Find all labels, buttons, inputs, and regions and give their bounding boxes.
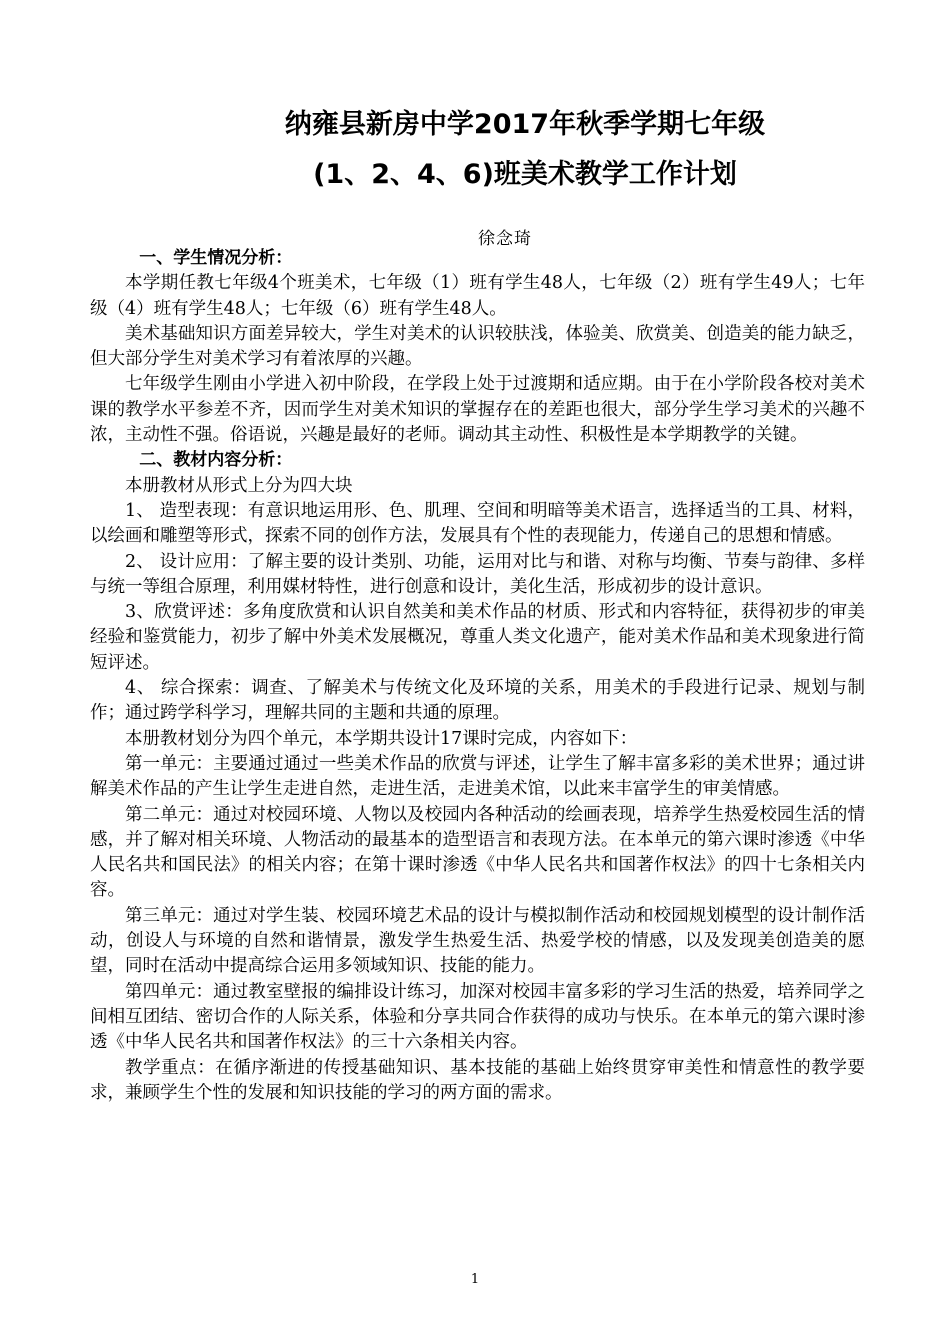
document-title-line-1: 纳雍县新房中学2017年秋季学期七年级 — [284, 109, 766, 140]
paragraph: 第一单元：主要通过通过一些美术作品的欣赏与评述，让学生了解丰富多彩的美术世界；通过讲解美术作品的产生让学生走进自然，走进生活，走进美术馆，以此来丰富学生的审美情感。 — [90, 753, 865, 800]
paragraph: 4、 综合探索：调查、了解美术与传统文化及环境的关系，用美术的手段进行记录、规划与制作；通过跨学科学习，理解共同的主题和共通的原理。 — [90, 678, 865, 724]
page-number: 1 — [470, 1272, 480, 1287]
section-heading-textbook-analysis: 二、教材内容分析： — [139, 450, 293, 471]
author-name: 徐念琦 — [478, 229, 532, 249]
paragraph: 美术基础知识方面差异较大，学生对美术的认识较肤浅，体验美、欣赏美、创造美的能力缺乏，但大部分学生对美术学习有着浓厚的兴趣。 — [90, 323, 865, 370]
paragraph: 2、 设计应用：了解主要的设计类别、功能，运用对比与和谐、对称与均衡、节奏与韵律、多样与统一等组合原理，利用媒材特性，进行创意和设计，美化生活，形成初步的设计意识。 — [90, 551, 865, 597]
section-heading-student-analysis: 一、学生情况分析： — [139, 248, 293, 268]
paragraph: 第三单元：通过对学生装、校园环境艺术品的设计与模拟制作活动和校园规划模型的设计制作活动，创设人与环境的自然和谐情景，激发学生热爱生活、热爱学校的情感，以及发现美创造美的愿望，同时在活动中提高综合运用多领域知识、技能的能力。 — [90, 905, 865, 977]
document-body — [90, 246, 865, 1106]
paragraph: 3、欣赏评述：多角度欣赏和认识自然美和美术作品的材质、形式和内容特征，获得初步的审美经验和鉴赏能力，初步了解中外美术发展概况，尊重人类文化遗产，能对美术作品和美术现象进行简短评述。 — [90, 602, 865, 673]
paragraph: 1、 造型表现：有意识地运用形、色、肌理、空间和明暗等美术语言，选择适当的工具、材料，以绘画和雕塑等形式，探索不同的创作方法，发展具有个性的表现能力，传递自己的思想和情感。 — [90, 500, 865, 547]
paragraph: 本学期任教七年级4个班美术，七年级（1）班有学生48人，七年级（2）班有学生49人；七年级（4）班有学生48人；七年级（6）班有学生48人。 — [90, 273, 865, 319]
paragraph: 本册教材划分为四个单元，本学期共设计17课时完成，内容如下： — [125, 728, 638, 749]
paragraph: 教学重点：在循序渐进的传授基础知识、基本技能的基础上始终贯穿审美性和情意性的教学要求，兼顾学生个性的发展和知识技能的学习的两方面的需求。 — [90, 1057, 865, 1103]
paragraph: 本册教材从形式上分为四大块 — [125, 475, 353, 496]
paragraph: 第二单元：通过对校园环境、人物以及校园内各种活动的绘画表现，培养学生热爱校园生活的情感，并了解对相关环境、人物活动的最基本的造型语言和表现方法。在本单元的第六课时渗透《中华人民名共和国民法》的相关内容；在第十课时渗透《中华人民名共和国著作权法》的四十七条相关内容。 — [90, 804, 865, 901]
paragraph: 七年级学生刚由小学进入初中阶段，在学段上处于过渡期和适应期。由于在小学阶段各校对美术课的教学水平参差不齐，因而学生对美术知识的掌握存在的差距也很大，部分学生学习美术的兴趣不浓，主动性不强。俗语说，兴趣是最好的老师。调动其主动性、积极性是本学期教学的关键。 — [90, 374, 865, 446]
document-title-line-2: (1、2、4、6)班美术教学工作计划 — [313, 159, 737, 190]
paragraph: 第四单元：通过教室壁报的编排设计练习，加深对校园丰富多彩的学习生活的热爱，培养同学之间相互团结、密切合作的人际关系，体验和分享共同合作获得的成功与快乐。在本单元的第六课时渗透《中华人民名共和国著作权法》的三十六条相关内容。 — [90, 981, 865, 1053]
